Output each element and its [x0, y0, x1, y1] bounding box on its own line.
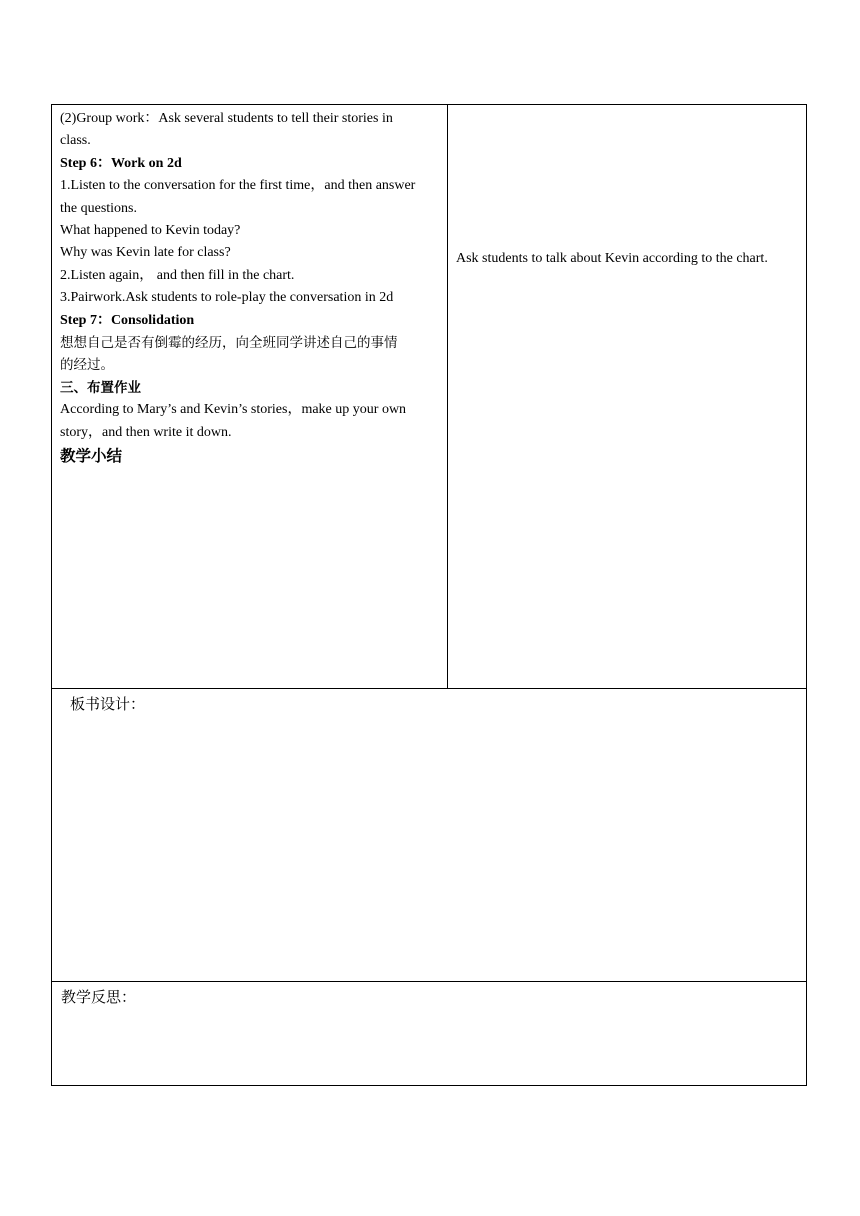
step-7-heading: Step 7：Consolidation	[60, 312, 195, 328]
teaching-steps-cell	[52, 105, 448, 689]
student-activity-text: Ask students to talk about Kevin according to the chart.	[456, 251, 768, 266]
lesson-plan-table	[51, 104, 807, 1086]
reflection-cell	[52, 982, 806, 1085]
summary-heading: 教学小结	[60, 447, 123, 466]
homework-heading: 三、布置作业	[60, 379, 141, 396]
step-6-heading: Step 6：Work on 2d	[60, 155, 182, 171]
student-activity-cell	[448, 105, 806, 689]
board-design-cell	[52, 689, 806, 982]
reflection-label: 教学反思：	[61, 988, 137, 1006]
group-work-line: (2)Group work：Ask several students to tell their stories in	[60, 111, 393, 126]
homework-line: According to Mary’s and Kevin’s stories，make up your own	[60, 402, 407, 418]
consolidation-text-cont: 的经过。	[60, 357, 114, 374]
consolidation-text: 想想自己是否有倒霉的经历，向全班同学讲述自己的事情	[60, 335, 398, 352]
listen-first-line: 1.Listen to the conversation for the first time，and then answer	[60, 178, 416, 194]
board-design-label: 板书设计：	[70, 695, 146, 713]
group-work-line-cont: class.	[60, 133, 91, 149]
question-1: What happened to Kevin today?	[60, 223, 241, 239]
listen-again-line: 2.Listen again， and then fill in the chart.	[60, 267, 295, 283]
homework-line-cont: story，and then write it down.	[60, 424, 232, 440]
listen-first-line-cont: the questions.	[60, 200, 137, 216]
question-2: Why was Kevin late for class?	[60, 245, 231, 261]
pairwork-line: 3.Pairwork.Ask students to role-play the conversation in 2d	[60, 290, 394, 306]
